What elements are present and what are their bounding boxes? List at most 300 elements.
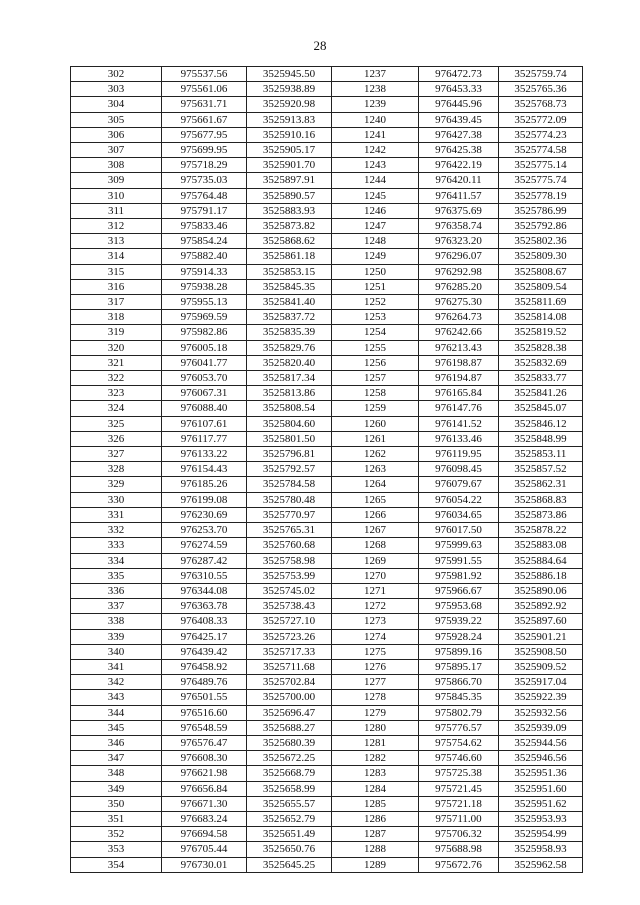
coordinates-table [70, 66, 583, 873]
x-coordinate-cell: 975672.76 [419, 857, 499, 872]
point-number-cell: 315 [71, 264, 162, 279]
y-coordinate-cell: 3525897.91 [247, 173, 332, 188]
y-coordinate-cell: 3525775.74 [499, 173, 583, 188]
y-coordinate-cell: 3525802.36 [499, 234, 583, 249]
table-row [71, 234, 583, 249]
point-number-cell: 1285 [332, 796, 419, 811]
table-row [71, 112, 583, 127]
x-coordinate-cell: 976213.43 [419, 340, 499, 355]
point-number-cell: 1266 [332, 507, 419, 522]
x-coordinate-cell: 976154.43 [162, 462, 247, 477]
table-row [71, 462, 583, 477]
x-coordinate-cell: 975969.59 [162, 310, 247, 325]
x-coordinate-cell: 976458.92 [162, 659, 247, 674]
y-coordinate-cell: 3525917.04 [499, 675, 583, 690]
y-coordinate-cell: 3525652.79 [247, 811, 332, 826]
y-coordinate-cell: 3525868.62 [247, 234, 332, 249]
y-coordinate-cell: 3525808.67 [499, 264, 583, 279]
y-coordinate-cell: 3525853.11 [499, 447, 583, 462]
point-number-cell: 1278 [332, 690, 419, 705]
y-coordinate-cell: 3525814.08 [499, 310, 583, 325]
point-number-cell: 314 [71, 249, 162, 264]
x-coordinate-cell: 975845.35 [419, 690, 499, 705]
y-coordinate-cell: 3525873.82 [247, 219, 332, 234]
y-coordinate-cell: 3525792.57 [247, 462, 332, 477]
y-coordinate-cell: 3525702.84 [247, 675, 332, 690]
point-number-cell: 1252 [332, 295, 419, 310]
point-number-cell: 312 [71, 219, 162, 234]
y-coordinate-cell: 3525804.60 [247, 416, 332, 431]
y-coordinate-cell: 3525668.79 [247, 766, 332, 781]
y-coordinate-cell: 3525700.00 [247, 690, 332, 705]
y-coordinate-cell: 3525758.98 [247, 553, 332, 568]
y-coordinate-cell: 3525696.47 [247, 705, 332, 720]
point-number-cell: 1275 [332, 644, 419, 659]
y-coordinate-cell: 3525784.58 [247, 477, 332, 492]
point-number-cell: 334 [71, 553, 162, 568]
point-number-cell: 1268 [332, 538, 419, 553]
y-coordinate-cell: 3525837.72 [247, 310, 332, 325]
x-coordinate-cell: 975966.67 [419, 583, 499, 598]
x-coordinate-cell: 975895.17 [419, 659, 499, 674]
y-coordinate-cell: 3525932.56 [499, 705, 583, 720]
x-coordinate-cell: 975938.28 [162, 279, 247, 294]
y-coordinate-cell: 3525770.97 [247, 507, 332, 522]
y-coordinate-cell: 3525946.56 [499, 751, 583, 766]
x-coordinate-cell: 976133.46 [419, 431, 499, 446]
y-coordinate-cell: 3525939.09 [499, 720, 583, 735]
y-coordinate-cell: 3525792.86 [499, 219, 583, 234]
point-number-cell: 335 [71, 568, 162, 583]
point-number-cell: 349 [71, 781, 162, 796]
table-row [71, 188, 583, 203]
point-number-cell: 1259 [332, 401, 419, 416]
y-coordinate-cell: 3525878.22 [499, 523, 583, 538]
table-row [71, 827, 583, 842]
x-coordinate-cell: 975981.92 [419, 568, 499, 583]
x-coordinate-cell: 976117.77 [162, 431, 247, 446]
point-number-cell: 326 [71, 431, 162, 446]
x-coordinate-cell: 976107.61 [162, 416, 247, 431]
point-number-cell: 1241 [332, 127, 419, 142]
x-coordinate-cell: 976548.59 [162, 720, 247, 735]
x-coordinate-cell: 975537.56 [162, 67, 247, 82]
x-coordinate-cell: 975991.55 [419, 553, 499, 568]
table-row [71, 67, 583, 82]
x-coordinate-cell: 975754.62 [419, 735, 499, 750]
x-coordinate-cell: 976671.30 [162, 796, 247, 811]
x-coordinate-cell: 976198.87 [419, 355, 499, 370]
x-coordinate-cell: 975802.79 [419, 705, 499, 720]
point-number-cell: 1247 [332, 219, 419, 234]
y-coordinate-cell: 3525772.09 [499, 112, 583, 127]
point-number-cell: 1254 [332, 325, 419, 340]
table-row [71, 857, 583, 872]
y-coordinate-cell: 3525759.74 [499, 67, 583, 82]
table-row [71, 751, 583, 766]
point-number-cell: 319 [71, 325, 162, 340]
y-coordinate-cell: 3525913.83 [247, 112, 332, 127]
y-coordinate-cell: 3525774.23 [499, 127, 583, 142]
x-coordinate-cell: 976194.87 [419, 371, 499, 386]
y-coordinate-cell: 3525820.40 [247, 355, 332, 370]
table-row [71, 599, 583, 614]
page-number: 28 [313, 38, 327, 53]
x-coordinate-cell: 975764.48 [162, 188, 247, 203]
point-number-cell: 309 [71, 173, 162, 188]
x-coordinate-cell: 976053.70 [162, 371, 247, 386]
point-number-cell: 1262 [332, 447, 419, 462]
point-number-cell: 321 [71, 355, 162, 370]
x-coordinate-cell: 975999.63 [419, 538, 499, 553]
y-coordinate-cell: 3525951.60 [499, 781, 583, 796]
table-row [71, 82, 583, 97]
point-number-cell: 1239 [332, 97, 419, 112]
x-coordinate-cell: 976425.17 [162, 629, 247, 644]
x-coordinate-cell: 975955.13 [162, 295, 247, 310]
table-row [71, 310, 583, 325]
x-coordinate-cell: 975939.22 [419, 614, 499, 629]
point-number-cell: 1284 [332, 781, 419, 796]
y-coordinate-cell: 3525920.98 [247, 97, 332, 112]
table-row [71, 796, 583, 811]
table-row [71, 173, 583, 188]
point-number-cell: 329 [71, 477, 162, 492]
point-number-cell: 1280 [332, 720, 419, 735]
point-number-cell: 1243 [332, 158, 419, 173]
point-number-cell: 331 [71, 507, 162, 522]
y-coordinate-cell: 3525951.36 [499, 766, 583, 781]
x-coordinate-cell: 976425.38 [419, 143, 499, 158]
x-coordinate-cell: 975953.68 [419, 599, 499, 614]
y-coordinate-cell: 3525845.07 [499, 401, 583, 416]
y-coordinate-cell: 3525908.50 [499, 644, 583, 659]
y-coordinate-cell: 3525688.27 [247, 720, 332, 735]
y-coordinate-cell: 3525845.35 [247, 279, 332, 294]
point-number-cell: 313 [71, 234, 162, 249]
y-coordinate-cell: 3525884.64 [499, 553, 583, 568]
point-number-cell: 1282 [332, 751, 419, 766]
table-row [71, 295, 583, 310]
point-number-cell: 302 [71, 67, 162, 82]
x-coordinate-cell: 976375.69 [419, 203, 499, 218]
x-coordinate-cell: 976005.18 [162, 340, 247, 355]
point-number-cell: 1264 [332, 477, 419, 492]
point-number-cell: 323 [71, 386, 162, 401]
x-coordinate-cell: 976608.30 [162, 751, 247, 766]
y-coordinate-cell: 3525655.57 [247, 796, 332, 811]
x-coordinate-cell: 975718.29 [162, 158, 247, 173]
x-coordinate-cell: 976310.55 [162, 568, 247, 583]
x-coordinate-cell: 976420.11 [419, 173, 499, 188]
y-coordinate-cell: 3525897.60 [499, 614, 583, 629]
x-coordinate-cell: 975866.70 [419, 675, 499, 690]
point-number-cell: 339 [71, 629, 162, 644]
table-row [71, 143, 583, 158]
point-number-cell: 1242 [332, 143, 419, 158]
x-coordinate-cell: 976472.73 [419, 67, 499, 82]
table-row [71, 264, 583, 279]
table-row [71, 644, 583, 659]
table-row [71, 614, 583, 629]
x-coordinate-cell: 976067.31 [162, 386, 247, 401]
y-coordinate-cell: 3525828.38 [499, 340, 583, 355]
y-coordinate-cell: 3525861.18 [247, 249, 332, 264]
x-coordinate-cell: 976285.20 [419, 279, 499, 294]
point-number-cell: 340 [71, 644, 162, 659]
x-coordinate-cell: 976199.08 [162, 492, 247, 507]
x-coordinate-cell: 976453.33 [419, 82, 499, 97]
x-coordinate-cell: 976165.84 [419, 386, 499, 401]
x-coordinate-cell: 975882.40 [162, 249, 247, 264]
point-number-cell: 1258 [332, 386, 419, 401]
y-coordinate-cell: 3525958.93 [499, 842, 583, 857]
y-coordinate-cell: 3525819.52 [499, 325, 583, 340]
point-number-cell: 303 [71, 82, 162, 97]
y-coordinate-cell: 3525868.83 [499, 492, 583, 507]
x-coordinate-cell: 976445.96 [419, 97, 499, 112]
point-number-cell: 1287 [332, 827, 419, 842]
y-coordinate-cell: 3525890.57 [247, 188, 332, 203]
point-number-cell: 1289 [332, 857, 419, 872]
x-coordinate-cell: 976041.77 [162, 355, 247, 370]
y-coordinate-cell: 3525910.16 [247, 127, 332, 142]
point-number-cell: 1263 [332, 462, 419, 477]
point-number-cell: 1283 [332, 766, 419, 781]
y-coordinate-cell: 3525901.70 [247, 158, 332, 173]
y-coordinate-cell: 3525801.50 [247, 431, 332, 446]
point-number-cell: 1267 [332, 523, 419, 538]
x-coordinate-cell: 976656.84 [162, 781, 247, 796]
x-coordinate-cell: 976185.26 [162, 477, 247, 492]
point-number-cell: 1279 [332, 705, 419, 720]
point-number-cell: 337 [71, 599, 162, 614]
x-coordinate-cell: 976427.38 [419, 127, 499, 142]
y-coordinate-cell: 3525883.93 [247, 203, 332, 218]
point-number-cell: 1251 [332, 279, 419, 294]
x-coordinate-cell: 975776.57 [419, 720, 499, 735]
y-coordinate-cell: 3525738.43 [247, 599, 332, 614]
y-coordinate-cell: 3525832.69 [499, 355, 583, 370]
y-coordinate-cell: 3525883.08 [499, 538, 583, 553]
point-number-cell: 345 [71, 720, 162, 735]
x-coordinate-cell: 976287.42 [162, 553, 247, 568]
point-number-cell: 1256 [332, 355, 419, 370]
point-number-cell: 1288 [332, 842, 419, 857]
point-number-cell: 1248 [332, 234, 419, 249]
table-row [71, 371, 583, 386]
table-row [71, 219, 583, 234]
table-row [71, 158, 583, 173]
y-coordinate-cell: 3525774.58 [499, 143, 583, 158]
x-coordinate-cell: 975725.38 [419, 766, 499, 781]
x-coordinate-cell: 975711.00 [419, 811, 499, 826]
point-number-cell: 347 [71, 751, 162, 766]
x-coordinate-cell: 976017.50 [419, 523, 499, 538]
point-number-cell: 1246 [332, 203, 419, 218]
point-number-cell: 1273 [332, 614, 419, 629]
y-coordinate-cell: 3525727.10 [247, 614, 332, 629]
y-coordinate-cell: 3525857.52 [499, 462, 583, 477]
x-coordinate-cell: 976439.42 [162, 644, 247, 659]
x-coordinate-cell: 976253.70 [162, 523, 247, 538]
point-number-cell: 352 [71, 827, 162, 842]
y-coordinate-cell: 3525862.31 [499, 477, 583, 492]
point-number-cell: 1249 [332, 249, 419, 264]
table-row [71, 553, 583, 568]
table-row [71, 355, 583, 370]
point-number-cell: 1286 [332, 811, 419, 826]
y-coordinate-cell: 3525658.99 [247, 781, 332, 796]
y-coordinate-cell: 3525765.31 [247, 523, 332, 538]
point-number-cell: 1257 [332, 371, 419, 386]
x-coordinate-cell: 975899.16 [419, 644, 499, 659]
x-coordinate-cell: 975982.86 [162, 325, 247, 340]
table-row [71, 629, 583, 644]
y-coordinate-cell: 3525651.49 [247, 827, 332, 842]
table-row [71, 447, 583, 462]
point-number-cell: 311 [71, 203, 162, 218]
point-number-cell: 318 [71, 310, 162, 325]
y-coordinate-cell: 3525951.62 [499, 796, 583, 811]
x-coordinate-cell: 976576.47 [162, 735, 247, 750]
point-number-cell: 328 [71, 462, 162, 477]
point-number-cell: 1276 [332, 659, 419, 674]
point-number-cell: 1253 [332, 310, 419, 325]
x-coordinate-cell: 975661.67 [162, 112, 247, 127]
x-coordinate-cell: 975631.71 [162, 97, 247, 112]
x-coordinate-cell: 976296.07 [419, 249, 499, 264]
point-number-cell: 1237 [332, 67, 419, 82]
y-coordinate-cell: 3525848.99 [499, 431, 583, 446]
x-coordinate-cell: 976422.19 [419, 158, 499, 173]
point-number-cell: 346 [71, 735, 162, 750]
point-number-cell: 317 [71, 295, 162, 310]
x-coordinate-cell: 976079.67 [419, 477, 499, 492]
table-row [71, 659, 583, 674]
point-number-cell: 1270 [332, 568, 419, 583]
y-coordinate-cell: 3525809.54 [499, 279, 583, 294]
point-number-cell: 333 [71, 538, 162, 553]
x-coordinate-cell: 976054.22 [419, 492, 499, 507]
x-coordinate-cell: 975677.95 [162, 127, 247, 142]
table-row [71, 690, 583, 705]
y-coordinate-cell: 3525901.21 [499, 629, 583, 644]
table-row [71, 811, 583, 826]
y-coordinate-cell: 3525753.99 [247, 568, 332, 583]
point-number-cell: 304 [71, 97, 162, 112]
y-coordinate-cell: 3525892.92 [499, 599, 583, 614]
point-number-cell: 1238 [332, 82, 419, 97]
table-row [71, 705, 583, 720]
table-row [71, 340, 583, 355]
x-coordinate-cell: 975699.95 [162, 143, 247, 158]
point-number-cell: 1265 [332, 492, 419, 507]
y-coordinate-cell: 3525905.17 [247, 143, 332, 158]
x-coordinate-cell: 976147.76 [419, 401, 499, 416]
y-coordinate-cell: 3525944.56 [499, 735, 583, 750]
x-coordinate-cell: 976264.73 [419, 310, 499, 325]
point-number-cell: 1274 [332, 629, 419, 644]
x-coordinate-cell: 976705.44 [162, 842, 247, 857]
y-coordinate-cell: 3525645.25 [247, 857, 332, 872]
y-coordinate-cell: 3525650.76 [247, 842, 332, 857]
point-number-cell: 343 [71, 690, 162, 705]
x-coordinate-cell: 976439.45 [419, 112, 499, 127]
x-coordinate-cell: 976098.45 [419, 462, 499, 477]
x-coordinate-cell: 976323.20 [419, 234, 499, 249]
point-number-cell: 310 [71, 188, 162, 203]
y-coordinate-cell: 3525945.50 [247, 67, 332, 82]
x-coordinate-cell: 976274.59 [162, 538, 247, 553]
x-coordinate-cell: 976344.08 [162, 583, 247, 598]
y-coordinate-cell: 3525962.58 [499, 857, 583, 872]
table-row [71, 583, 583, 598]
x-coordinate-cell: 976621.98 [162, 766, 247, 781]
y-coordinate-cell: 3525909.52 [499, 659, 583, 674]
x-coordinate-cell: 975688.98 [419, 842, 499, 857]
point-number-cell: 336 [71, 583, 162, 598]
point-number-cell: 350 [71, 796, 162, 811]
x-coordinate-cell: 975928.24 [419, 629, 499, 644]
point-number-cell: 306 [71, 127, 162, 142]
table-row [71, 766, 583, 781]
point-number-cell: 1255 [332, 340, 419, 355]
y-coordinate-cell: 3525745.02 [247, 583, 332, 598]
point-number-cell: 342 [71, 675, 162, 690]
x-coordinate-cell: 976489.76 [162, 675, 247, 690]
table-row [71, 325, 583, 340]
point-number-cell: 330 [71, 492, 162, 507]
y-coordinate-cell: 3525833.77 [499, 371, 583, 386]
table-row [71, 720, 583, 735]
table-row [71, 477, 583, 492]
x-coordinate-cell: 976358.74 [419, 219, 499, 234]
point-number-cell: 1277 [332, 675, 419, 690]
x-coordinate-cell: 976516.60 [162, 705, 247, 720]
x-coordinate-cell: 976363.78 [162, 599, 247, 614]
y-coordinate-cell: 3525835.39 [247, 325, 332, 340]
x-coordinate-cell: 975833.46 [162, 219, 247, 234]
y-coordinate-cell: 3525841.26 [499, 386, 583, 401]
x-coordinate-cell: 976694.58 [162, 827, 247, 842]
point-number-cell: 322 [71, 371, 162, 386]
x-coordinate-cell: 975791.17 [162, 203, 247, 218]
y-coordinate-cell: 3525778.19 [499, 188, 583, 203]
table-row [71, 97, 583, 112]
y-coordinate-cell: 3525841.40 [247, 295, 332, 310]
y-coordinate-cell: 3525796.81 [247, 447, 332, 462]
x-coordinate-cell: 976501.55 [162, 690, 247, 705]
table-row [71, 401, 583, 416]
point-number-cell: 353 [71, 842, 162, 857]
table-row [71, 249, 583, 264]
y-coordinate-cell: 3525723.26 [247, 629, 332, 644]
y-coordinate-cell: 3525760.68 [247, 538, 332, 553]
point-number-cell: 348 [71, 766, 162, 781]
y-coordinate-cell: 3525811.69 [499, 295, 583, 310]
y-coordinate-cell: 3525886.18 [499, 568, 583, 583]
point-number-cell: 320 [71, 340, 162, 355]
point-number-cell: 341 [71, 659, 162, 674]
point-number-cell: 1250 [332, 264, 419, 279]
x-coordinate-cell: 976730.01 [162, 857, 247, 872]
point-number-cell: 325 [71, 416, 162, 431]
y-coordinate-cell: 3525765.36 [499, 82, 583, 97]
table-row [71, 842, 583, 857]
y-coordinate-cell: 3525680.39 [247, 735, 332, 750]
point-number-cell: 344 [71, 705, 162, 720]
